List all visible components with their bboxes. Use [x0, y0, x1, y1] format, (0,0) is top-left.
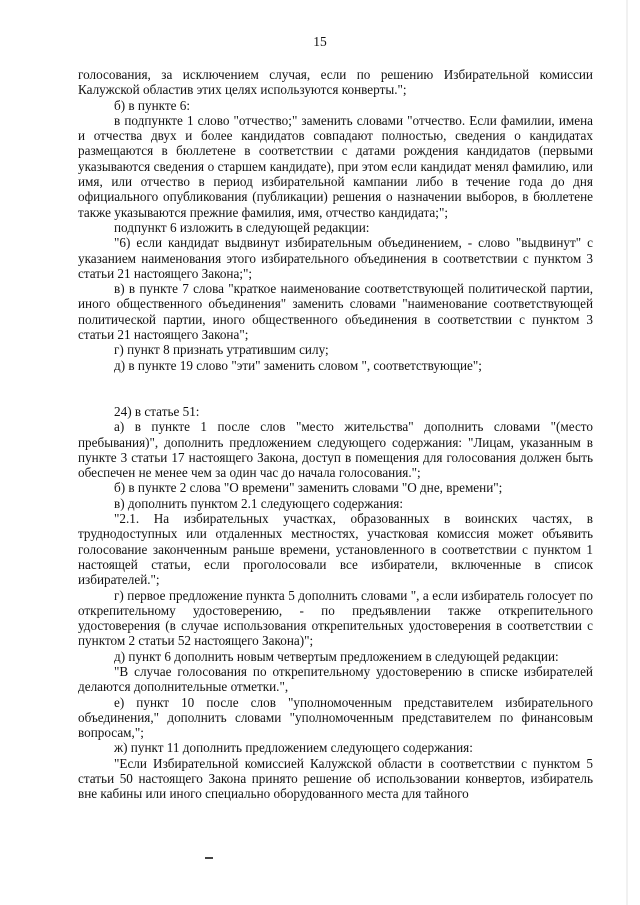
scan-mark — [205, 857, 213, 859]
paragraph: в) дополнить пунктом 2.1 следующего содержания: — [114, 495, 404, 511]
paragraph: д) пункт 6 дополнить новым четвертым предложением в следующей редакции: — [114, 648, 559, 664]
paragraph: г) первое предложение пункта 5 дополнить словами ", а если избиратель голосует по открепительному удостоверению, - по предъявлении также открепительного удостоверения (в случае использования открепительных удостоверения в соответствии с пунктом 2 статьи 52 настоящего Закона)"; — [78, 587, 593, 649]
paragraph: г) пункт 8 признать утратившим силу; — [114, 342, 329, 358]
paragraph-gap — [78, 373, 593, 404]
paragraph: б) в пункте 2 слова "О времени" заменить словами "О дне, времени"; — [114, 480, 503, 496]
page-number: 15 — [313, 34, 327, 49]
section-heading: 24) в статье 51: — [114, 403, 200, 419]
paragraph: б) в пункте 6: — [114, 97, 191, 113]
paragraph: е) пункт 10 после слов "уполномоченным представителем избирательного объединения," дополнить словами "уполномоченным представителем по финансовым вопросам,"; — [78, 694, 593, 741]
paragraph: ж) пункт 11 дополнить предложением следующего содержания: — [114, 740, 473, 756]
paragraph: "2.1. На избирательных участках, образованных в воинских частях, в труднодоступных или отдаленных местностях, участковая комиссия может объявить голосование законченным раньше времени, установленного в соответствии с пунктом 1 настоящей статьи, если проголосовали все избиратели, включенные в список избирателей."; — [78, 511, 593, 588]
paragraph: "В случае голосования по открепительному удостоверению в списке избирателей делаются дополнительные отметки.", — [78, 663, 593, 695]
paragraph: голосования, за исключением случая, если по решению Избирательной комиссии Калужской областив этих целях используются конверты."; — [78, 67, 593, 98]
paragraph: "Если Избирательной комиссией Калужской области в соответствии с пунктом 5 статьи 50 настоящего Закона принято решение об использовании конвертов, избиратель вне кабины или иного специально оборудованного места для тайного — [78, 755, 593, 802]
paragraph: "6) если кандидат выдвинут избирательным объединением, - слово "выдвинут" с указанием наименования этого избирательного объединения в соответствии с пунктом 3 статьи 21 настоящего Закона;"; — [78, 235, 593, 281]
scan-edge — [626, 0, 628, 905]
paragraph: в подпункте 1 слово "отчество;" заменить словами "отчество. Если фамилии, имена и отчества двух и более кандидатов совпадают полностью, сведения о кандидатах размещаются в бюллетене в соответствии с датами рождения кандидатов (первыми указываются сведения о старшем кандидате), при этом если кандидат менял фамилию, или имя, или отчество в период избирательной кампании либо в течение года до дня официального опубликования (публикации) решения о назначении выборов, в бюллетене также указываются прежние фамилия, имя, отчество кандидата;"; — [78, 112, 593, 220]
document-body — [78, 67, 593, 802]
paragraph: д) в пункте 19 слово "эти" заменить словом ", соответствующие"; — [114, 357, 482, 373]
paragraph: а) в пункте 1 после слов "место жительства" дополнить словами "(место пребывания)", дополнить предложением следующего содержания: "Лицам, указанным в пункте 3 статьи 17 настоящего Закона, доступ в помещения для голосования должен быть обеспечен не менее чем за один час до начала голосования."; — [78, 419, 593, 481]
paragraph: подпункт 6 изложить в следующей редакции: — [114, 219, 370, 235]
paragraph: в) в пункте 7 слова "краткое наименование соответствующей политической партии, иного общественного объединения" заменить словами "наименование соответствующей политической партии, иного общественного объединения в соответствии с пунктом 3 статьи 21 настоящего Закона"; — [78, 281, 593, 343]
